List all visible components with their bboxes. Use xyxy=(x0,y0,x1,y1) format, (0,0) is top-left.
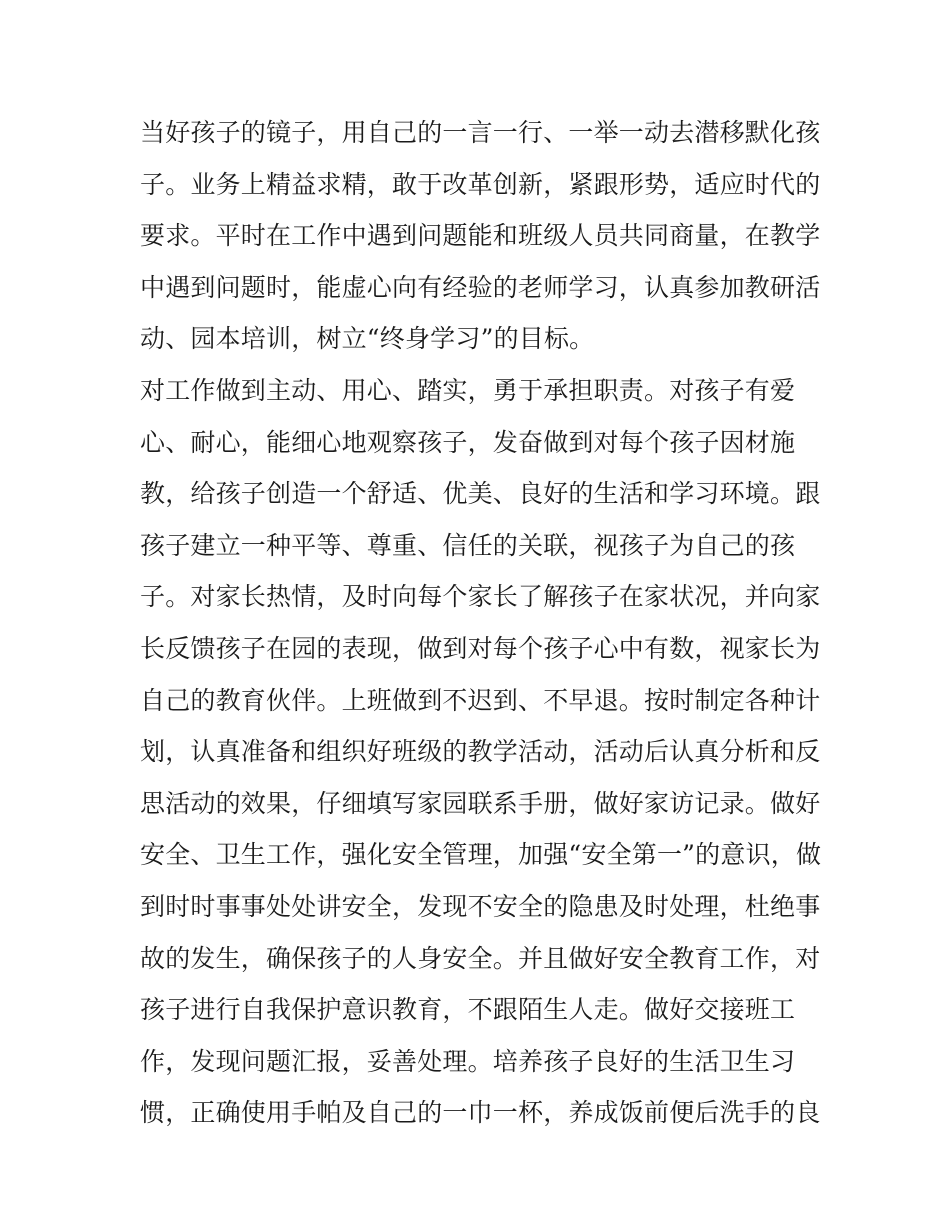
text-line: 中遇到问题时，能虚心向有经验的老师学习，认真参加教研活 xyxy=(140,272,821,302)
text-line: 安全、卫生工作，强化安全管理，加强“安全第一”的意识，做 xyxy=(140,840,822,870)
text-line: 到时时事事处处讲安全，发现不安全的隐患及时处理，杜绝事 xyxy=(140,891,821,921)
text-line: 孩子进行自我保护意识教育，不跟陌生人走。做好交接班工 xyxy=(140,995,796,1025)
text-line: 动、园本培训，树立“终身学习”的目标。 xyxy=(140,324,595,354)
text-line: 要求。平时在工作中遇到问题能和班级人员共同商量，在教学 xyxy=(140,221,821,251)
text-line: 长反馈孩子在园的表现，做到对每个孩子心中有数，视家长为 xyxy=(140,633,821,663)
text-line: 划，认真准备和组织好班级的教学活动，活动后认真分析和反 xyxy=(140,737,821,767)
text-line: 自己的教育伙伴。上班做到不迟到、不早退。按时制定各种计 xyxy=(140,685,821,715)
text-line: 当好孩子的镜子，用自己的一言一行、一举一动去潜移默化孩 xyxy=(140,118,821,147)
text-line: 作，发现问题汇报，妥善处理。培养孩子良好的生活卫生习 xyxy=(140,1046,796,1076)
text-line: 孩子建立一种平等、尊重、信任的关联，视孩子为自己的孩 xyxy=(140,530,796,560)
text-line: 子。对家长热情，及时向每个家长了解孩子在家状况，并向家 xyxy=(140,582,821,612)
text-line: 对工作做到主动、用心、踏实，勇于承担职责。对孩子有爱 xyxy=(140,375,796,405)
text-line: 惯，正确使用手帕及自己的一巾一杯，养成饭前便后洗手的良 xyxy=(140,1098,821,1128)
text-line: 心、耐心，能细心地观察孩子，发奋做到对每个孩子因材施 xyxy=(140,427,796,457)
text-line: 子。业务上精益求精，敢于改革创新，紧跟形势，适应时代的 xyxy=(140,169,821,199)
text-line: 思活动的效果，仔细填写家园联系手册，做好家访记录。做好 xyxy=(140,788,821,818)
text-line: 故的发生，确保孩子的人身安全。并且做好安全教育工作，对 xyxy=(140,943,821,973)
text-line: 教，给孩子创造一个舒适、优美、良好的生活和学习环境。跟 xyxy=(140,479,821,509)
body-text xyxy=(140,111,820,1143)
